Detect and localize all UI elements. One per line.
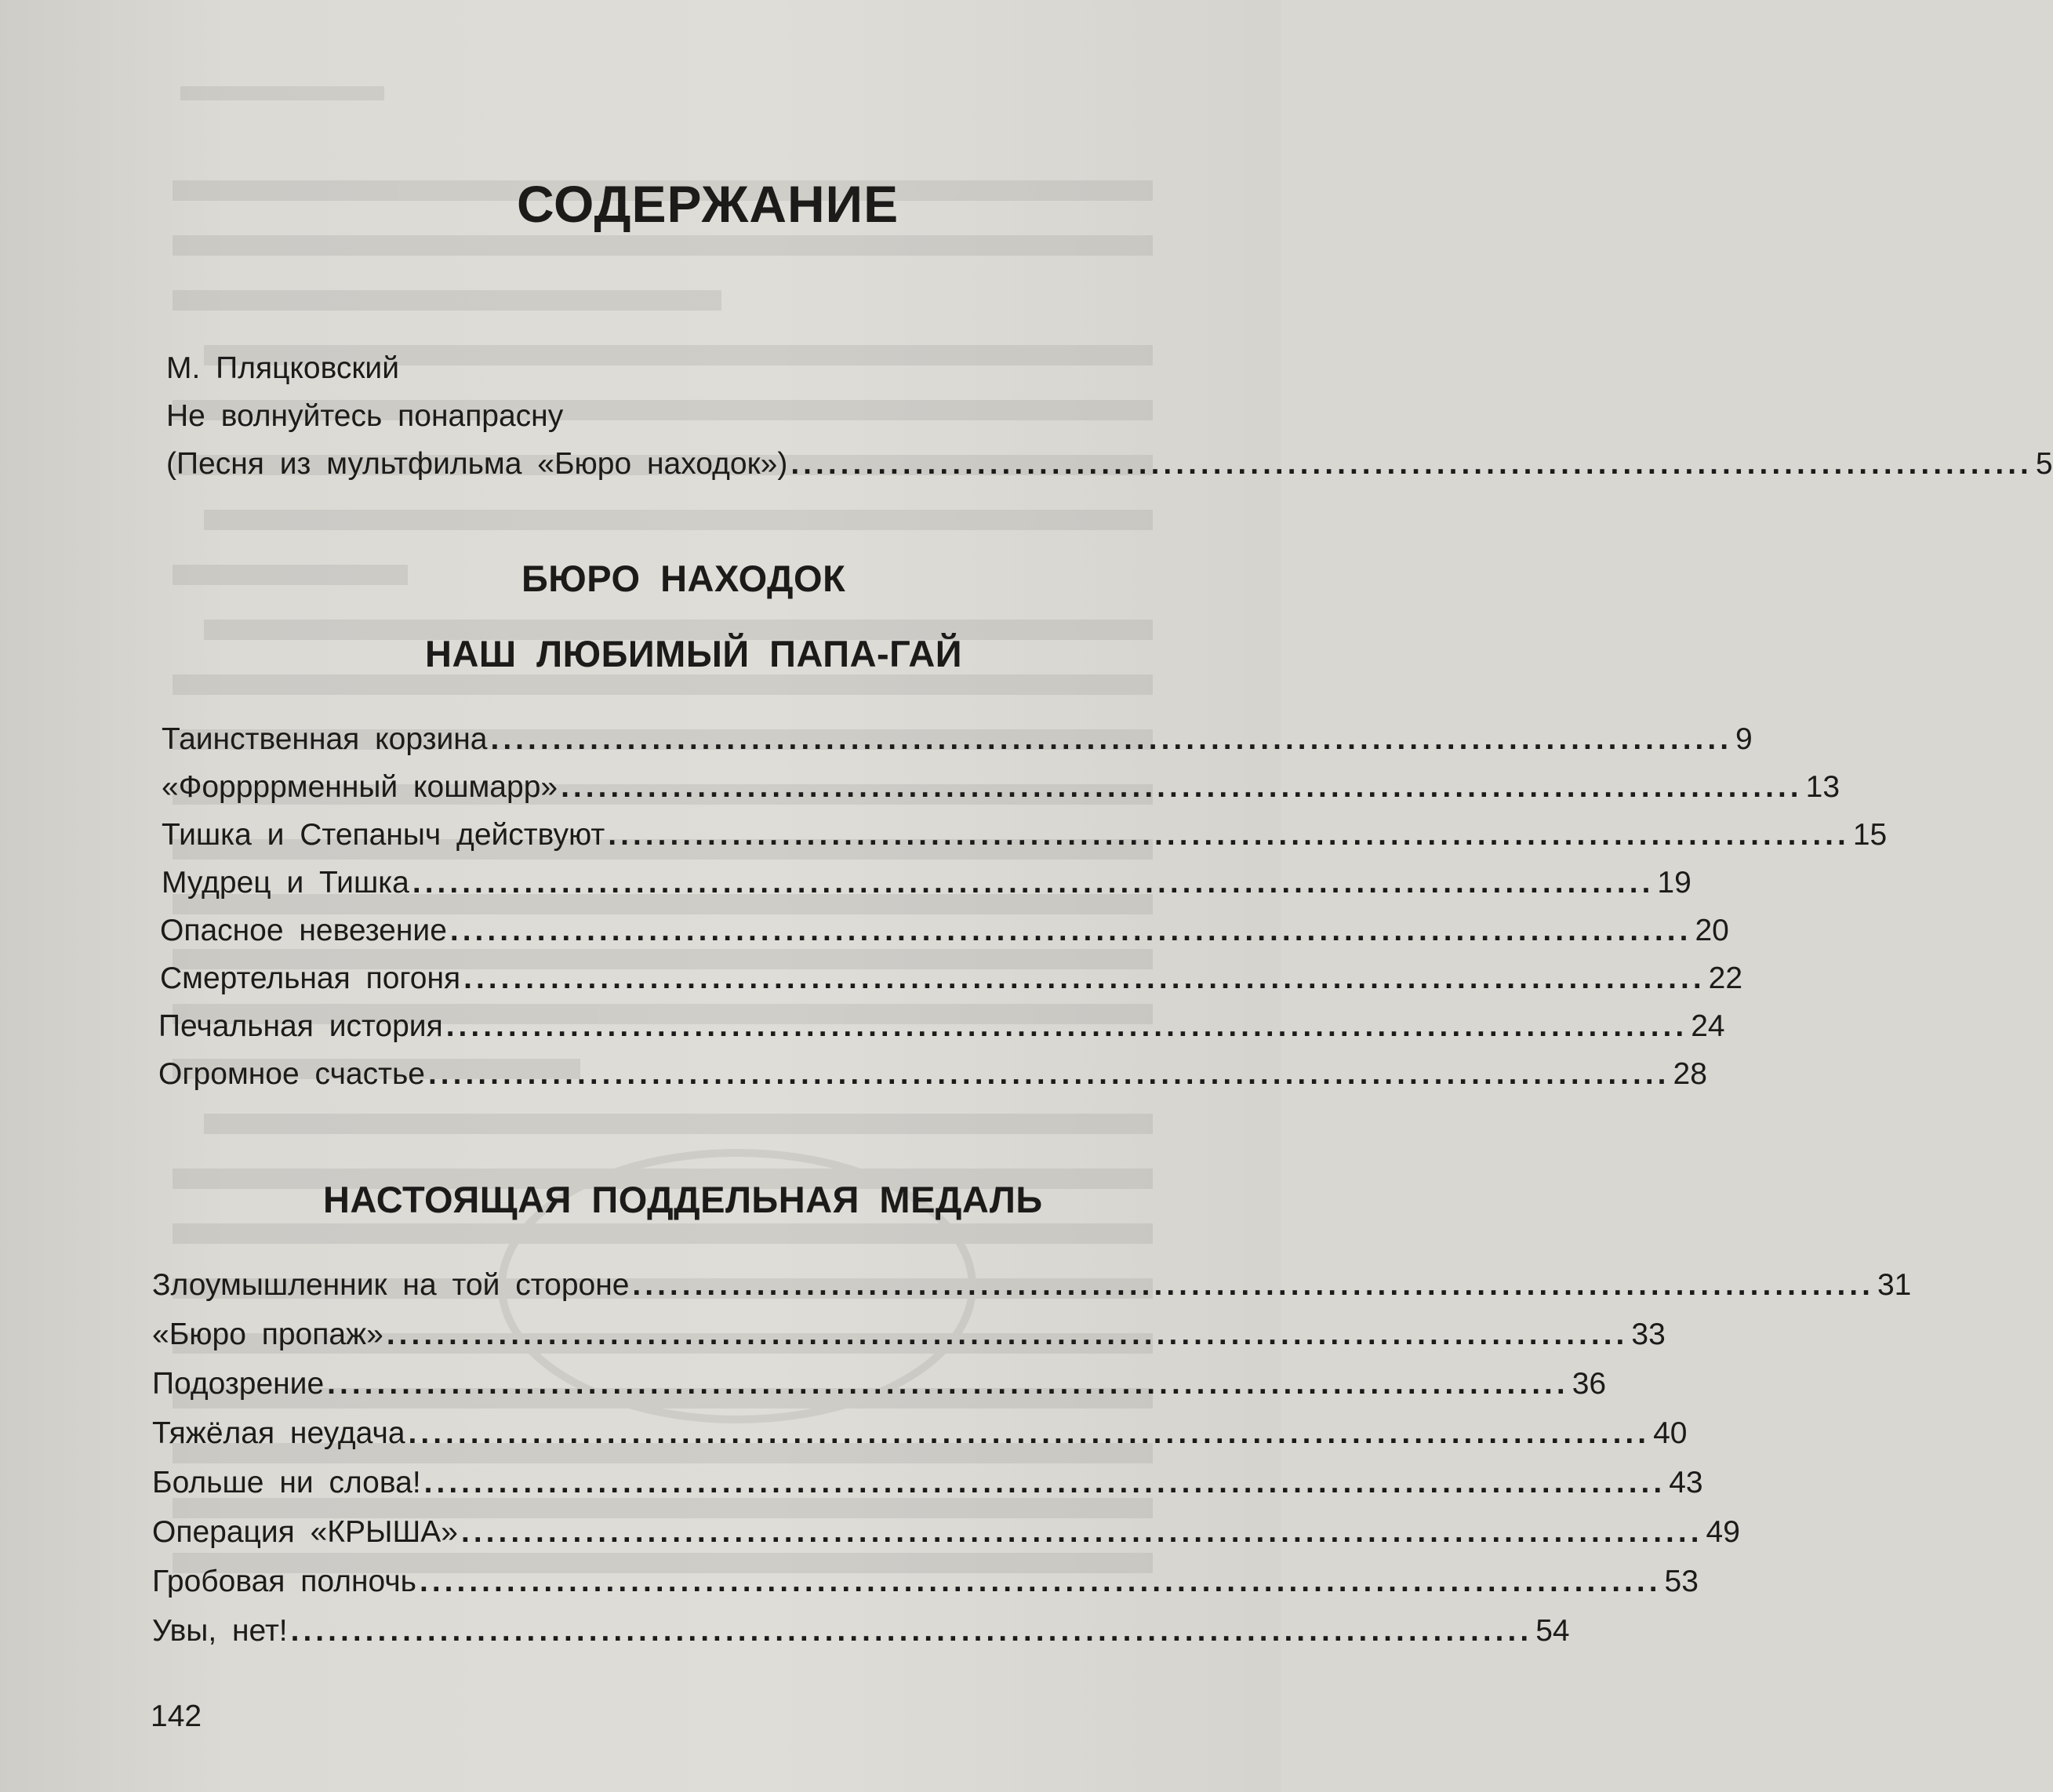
toc-entry[interactable] (152, 1565, 1699, 1599)
toc-entry-title: Таинственная корзина (162, 722, 488, 756)
toc-entry[interactable] (152, 1614, 1570, 1648)
toc-entry-page: 15 (1852, 818, 1888, 852)
toc-leader-dots: .................................................................................................... (561, 770, 1803, 804)
toc-entry[interactable] (152, 1416, 1688, 1451)
toc-entry[interactable] (152, 1466, 1703, 1500)
toc-entry-title: «Бюро пропаж» (152, 1318, 383, 1351)
toc-leader-dots: .................................................................................................... (423, 1466, 1666, 1499)
section-title: НАШ ЛЮБИМЫЙ ПАПА-ГАЙ (425, 633, 963, 674)
toc-entry-page: 9 (1735, 722, 1753, 756)
toc-entry-title: «Форрррменный кошмарр» (162, 770, 558, 804)
toc-entry[interactable] (152, 1268, 1912, 1303)
section-title: НАСТОЯЩАЯ ПОДДЕЛЬНАЯ МЕДАЛЬ (323, 1179, 1043, 1220)
page-number: 142 (151, 1699, 202, 1733)
toc-entry-title: Тишка и Степаныч действуют (162, 818, 605, 852)
toc-leader-dots: .................................................................................................... (290, 1614, 1533, 1648)
toc-entry-title: Гробовая полночь (152, 1565, 416, 1598)
toc-entry-page: 28 (1673, 1057, 1707, 1091)
toc-leader-dots: .................................................................................................... (412, 866, 1655, 900)
toc-entry[interactable] (160, 914, 1729, 948)
toc-leader-dots: .................................................................................................... (632, 1268, 1874, 1302)
toc-entry-title: Подозрение (152, 1367, 325, 1401)
toc-entry-page: 19 (1657, 866, 1691, 900)
intro-title: Не волнуйтесь понапрасну (166, 399, 564, 433)
toc-leader-dots: .................................................................................................... (490, 722, 1733, 756)
toc-entry-page: 54 (1535, 1614, 1570, 1648)
toc-entry-title: Мудрец и Тишка (162, 866, 409, 900)
toc-entry[interactable] (162, 770, 1840, 805)
page-title: СОДЕРЖАНИЕ (517, 175, 899, 233)
toc-entry-page: 40 (1653, 1416, 1688, 1450)
toc-entry[interactable] (158, 1057, 1707, 1092)
toc-entry-page: 49 (1706, 1515, 1740, 1549)
toc-entry-page: 20 (1695, 914, 1729, 947)
toc-entry-page: 31 (1877, 1268, 1912, 1302)
toc-entry-page: 5 (2035, 447, 2053, 481)
toc-entry[interactable] (162, 818, 1888, 852)
toc-entry-title: Печальная история (158, 1009, 443, 1043)
toc-entry-title: Операция «КРЫША» (152, 1515, 458, 1549)
toc-entry-title: Огромное счастье (158, 1057, 425, 1091)
toc-entry-page: 53 (1664, 1565, 1699, 1598)
toc-entry-title: Злоумышленник на той стороне (152, 1268, 630, 1302)
toc-entry-title: Увы, нет! (152, 1614, 288, 1648)
toc-leader-dots: .................................................................................................... (408, 1416, 1651, 1450)
toc-leader-dots: .................................................................................................... (463, 961, 1706, 995)
toc-entry-title: Больше ни слова! (152, 1466, 421, 1499)
toc-entry[interactable] (152, 1515, 1740, 1550)
toc-entry[interactable] (162, 866, 1691, 900)
toc-leader-dots: .................................................................................................... (327, 1367, 1569, 1401)
toc-entry[interactable] (166, 447, 2053, 482)
toc-leader-dots: .................................................................................................... (386, 1318, 1629, 1351)
toc-entry-page: 24 (1691, 1009, 1725, 1043)
toc-leader-dots: .................................................................................................... (461, 1515, 1703, 1549)
toc-entry-page: 13 (1805, 770, 1840, 804)
toc-entry-page: 33 (1631, 1318, 1666, 1351)
toc-entry-page: 43 (1669, 1466, 1703, 1499)
toc-entry-page: 22 (1708, 961, 1743, 995)
toc-leader-dots: .................................................................................................... (790, 447, 2033, 481)
toc-entry[interactable] (152, 1318, 1666, 1352)
toc-entry[interactable] (152, 1367, 1607, 1401)
part-title: БЮРО НАХОДОК (521, 558, 846, 599)
intro-author: М. Пляцковский (166, 351, 400, 385)
toc-leader-dots: .................................................................................................... (419, 1565, 1662, 1598)
toc-entry-title: Опасное невезение (160, 914, 447, 947)
toc-entry-title: (Песня из мультфильма «Бюро находок») (166, 447, 788, 481)
toc-entry-title: Смертельная погоня (160, 961, 461, 995)
toc-entry-title: Тяжёлая неудача (152, 1416, 405, 1450)
toc-leader-dots: .................................................................................................... (608, 818, 1850, 852)
toc-entry-page: 36 (1572, 1367, 1607, 1401)
toc-entry[interactable] (162, 722, 1753, 757)
toc-entry[interactable] (160, 961, 1743, 996)
toc-leader-dots: .................................................................................................... (445, 1009, 1688, 1043)
toc-leader-dots: .................................................................................................... (427, 1057, 1670, 1091)
toc-leader-dots: .................................................................................................... (449, 914, 1692, 947)
toc-entry[interactable] (158, 1009, 1725, 1044)
